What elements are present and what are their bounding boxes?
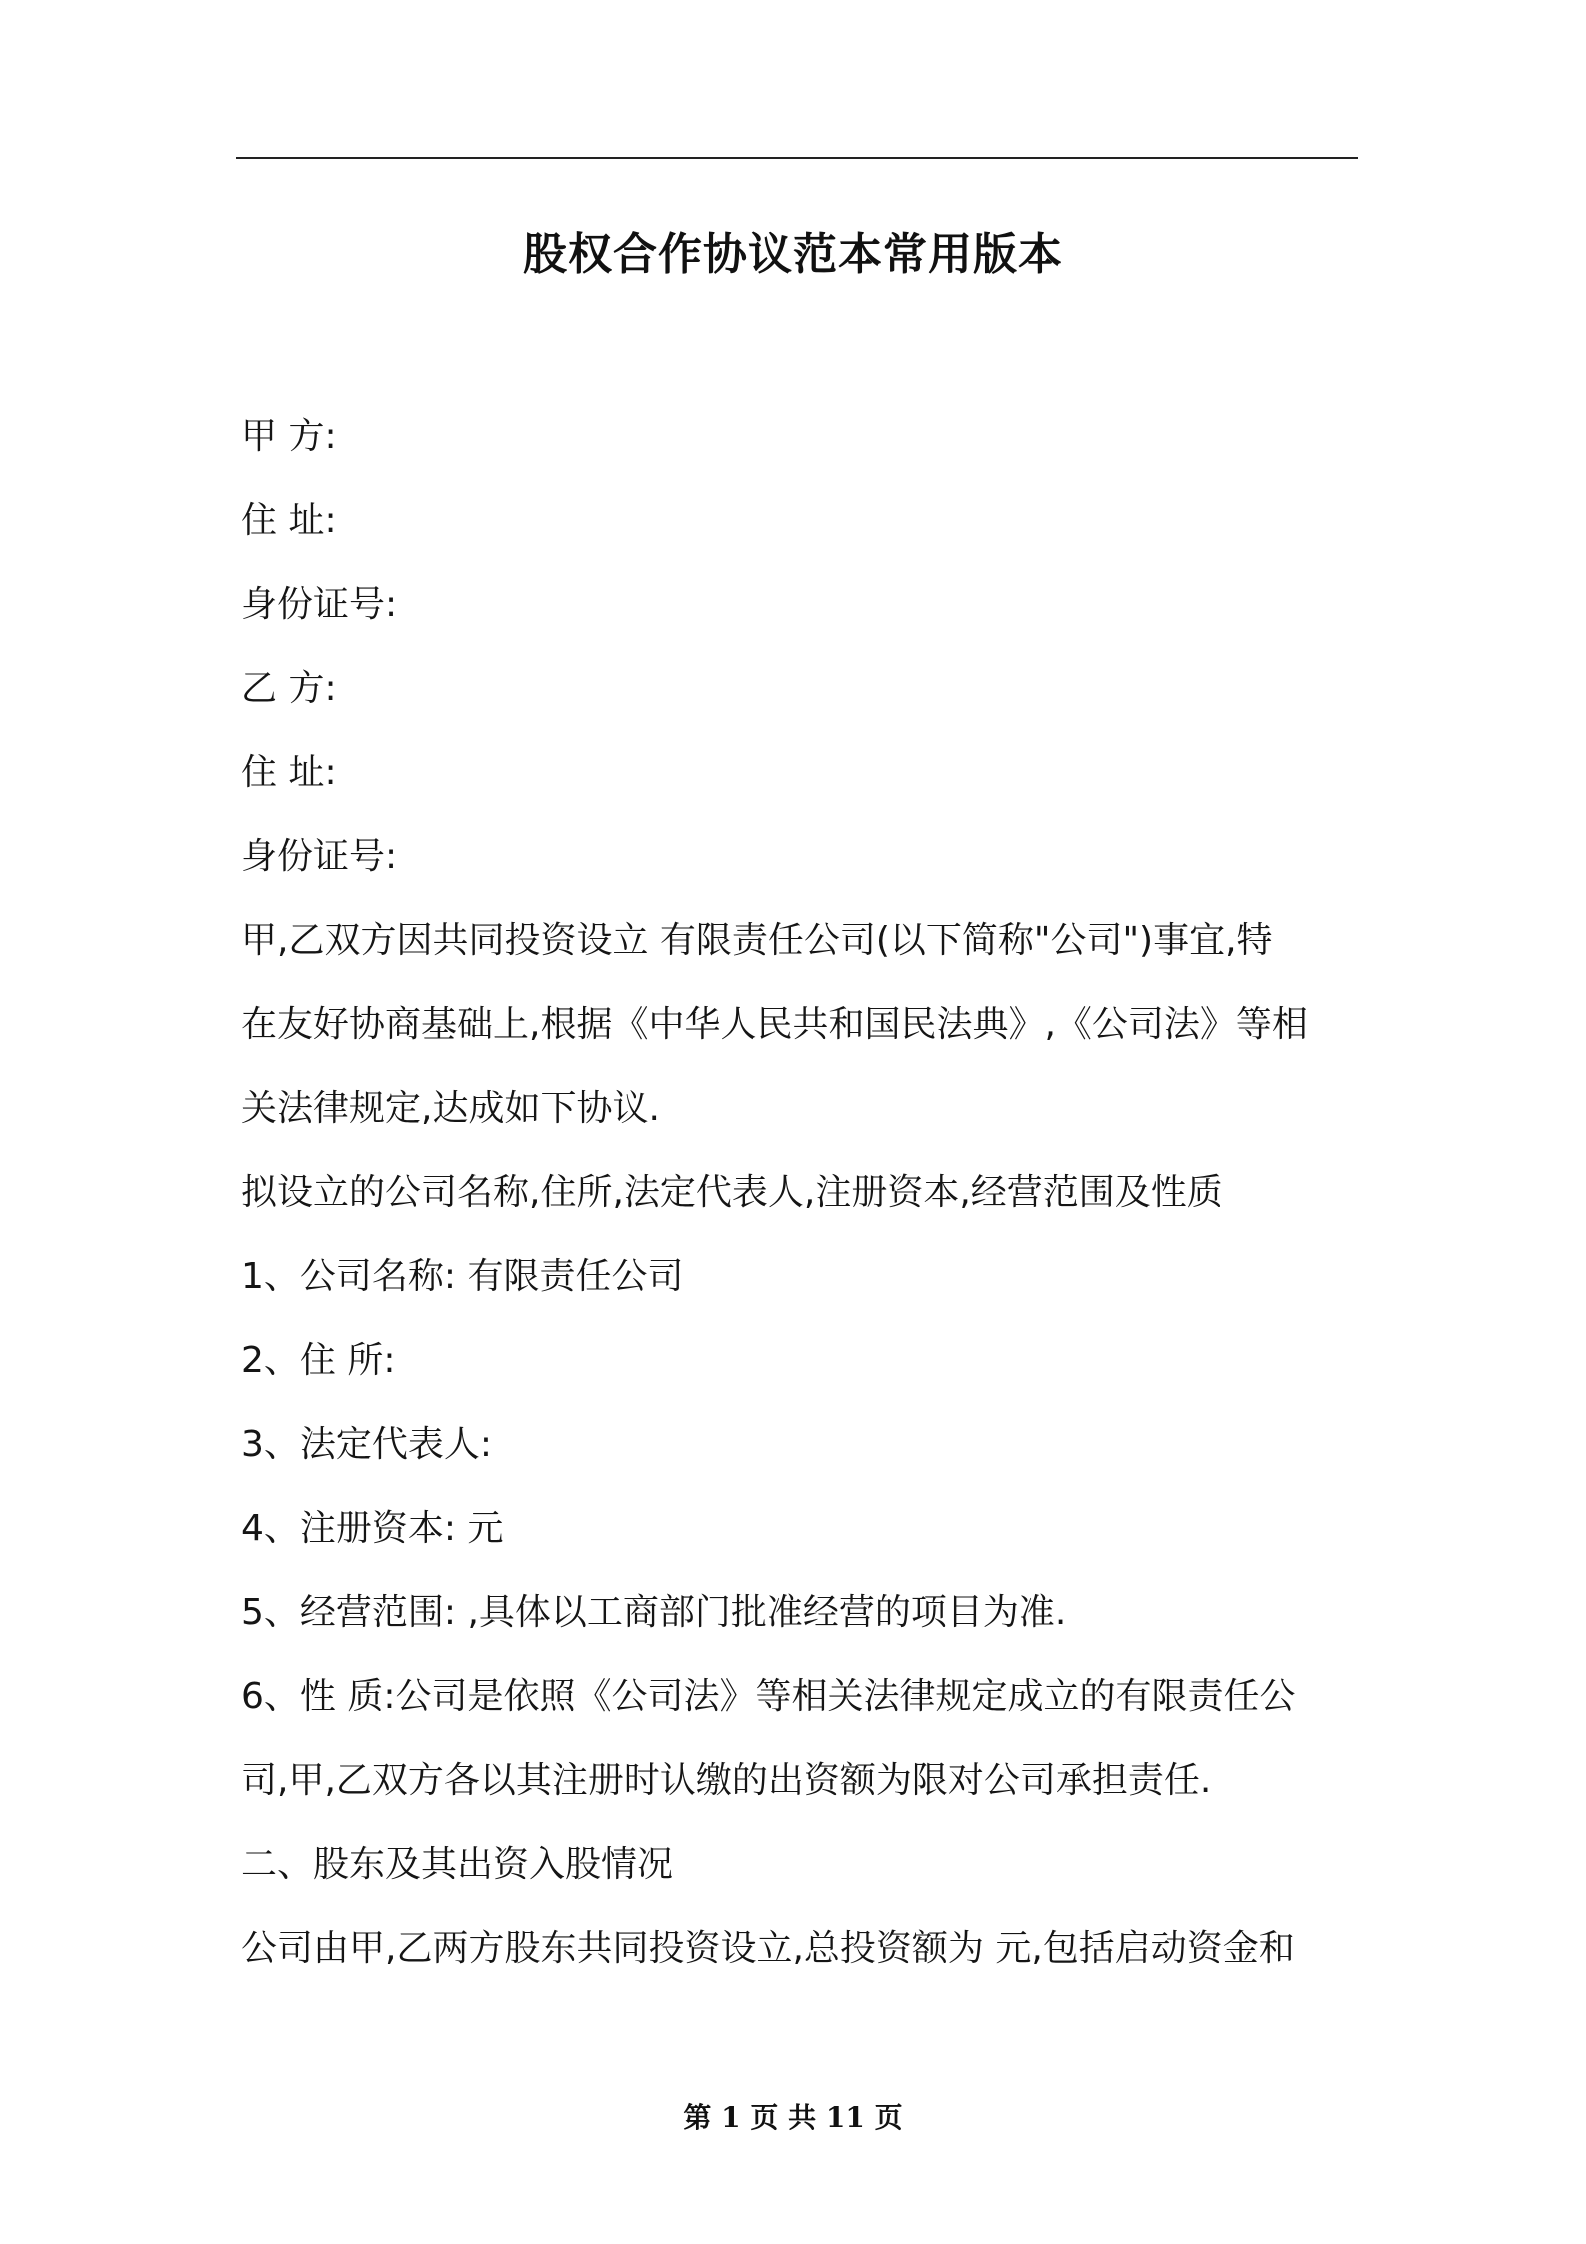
- party-a-label: 甲 方:: [241, 416, 337, 457]
- party-b-id-label: 身份证号:: [241, 836, 398, 877]
- header-rule: [236, 157, 1358, 159]
- preamble-line-1: 甲,乙双方因共同投资设立 有限责任公司(以下简称"公司")事宜,特: [241, 920, 1273, 961]
- clause-nature-line-2: 司,甲,乙双方各以其注册时认缴的出资额为限对公司承担责任.: [241, 1760, 1212, 1801]
- clause-legal-representative: 3、法定代表人:: [241, 1424, 493, 1465]
- clause-nature-line-1: 6、性 质:公司是依照《公司法》等相关法律规定成立的有限责任公: [241, 1676, 1296, 1717]
- party-b-label: 乙 方:: [241, 668, 337, 709]
- document-body: [241, 412, 1361, 2008]
- party-a-address-label: 住 址:: [241, 500, 337, 541]
- shareholders-paragraph-line-1: 公司由甲,乙两方股东共同投资设立,总投资额为 元,包括启动资金和: [241, 1928, 1295, 1969]
- party-b-address-label: 住 址:: [241, 752, 337, 793]
- clause-domicile: 2、住 所:: [241, 1340, 396, 1381]
- section-shareholders-heading: 二、股东及其出资入股情况: [241, 1844, 674, 1885]
- clause-company-name: 1、公司名称: 有限责任公司: [241, 1256, 684, 1297]
- clause-business-scope: 5、经营范围: ,具体以工商部门批准经营的项目为准.: [241, 1592, 1067, 1633]
- preamble-line-2: 在友好协商基础上,根据《中华人民共和国民法典》,《公司法》等相: [241, 1004, 1308, 1045]
- section-company-info-heading: 拟设立的公司名称,住所,法定代表人,注册资本,经营范围及性质: [241, 1172, 1223, 1213]
- preamble-line-3: 关法律规定,达成如下协议.: [241, 1088, 660, 1129]
- page-number-footer: 第 1 页 共 11 页: [683, 2101, 903, 2134]
- clause-registered-capital: 4、注册资本: 元: [241, 1508, 504, 1549]
- party-a-id-label: 身份证号:: [241, 584, 398, 625]
- document-title: 股权合作协议范本常用版本: [523, 229, 1063, 280]
